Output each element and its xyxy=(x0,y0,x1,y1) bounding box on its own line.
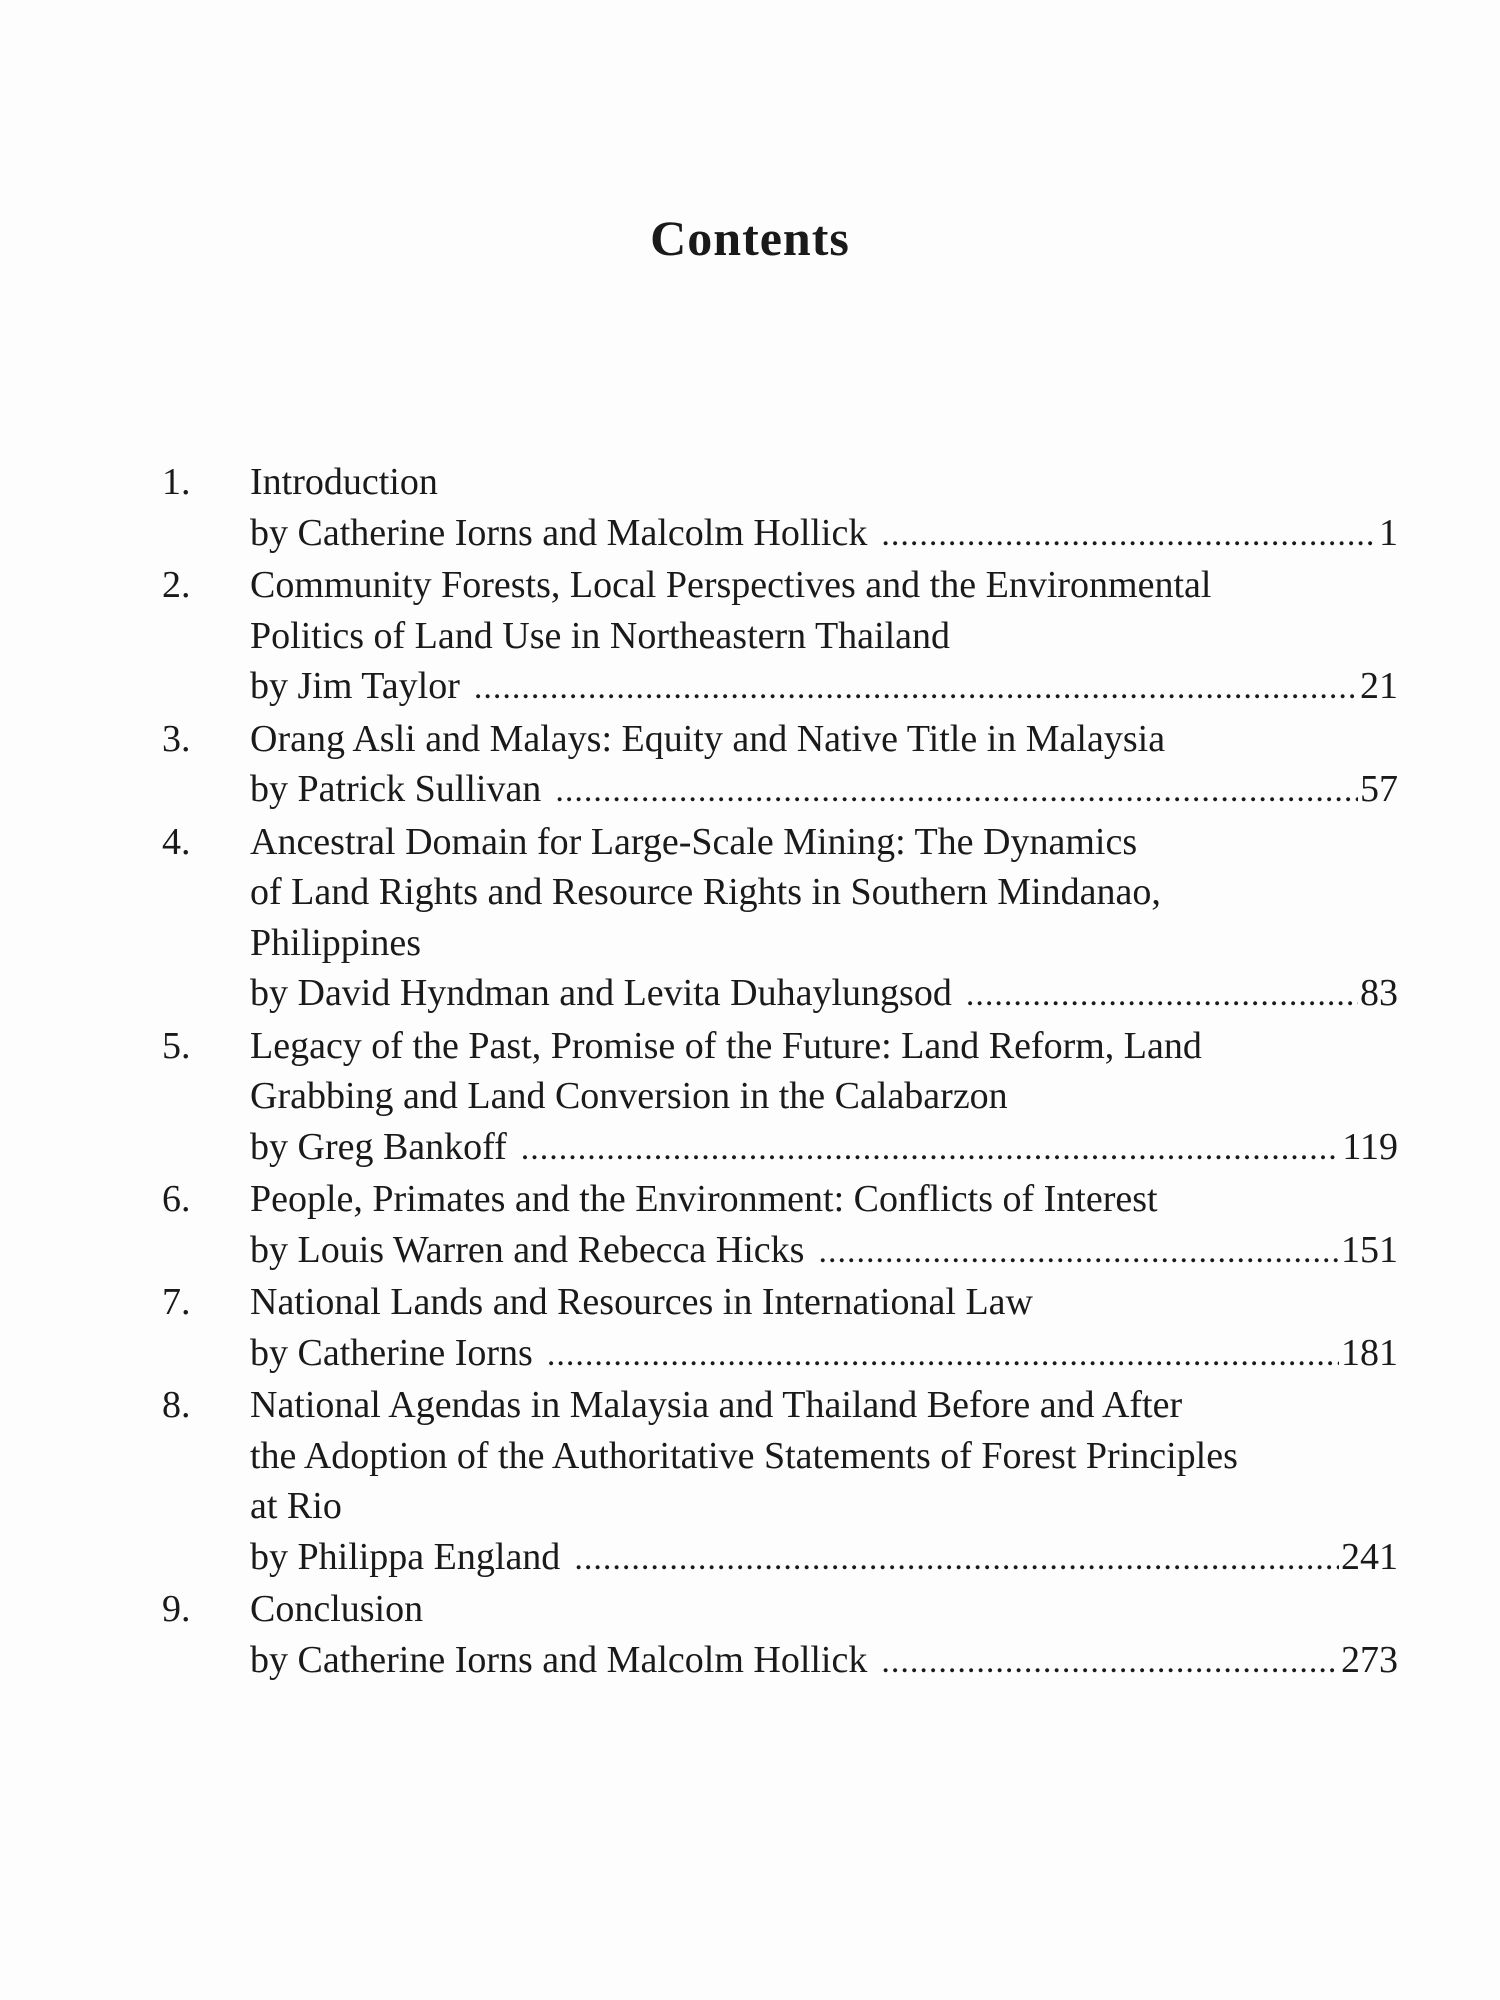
dot-leader xyxy=(881,1637,1339,1688)
toc-entry-2 xyxy=(158,560,1398,714)
dot-leader xyxy=(574,1534,1339,1585)
entry-author: by Catherine Iorns and Malcolm Hollick xyxy=(250,511,868,554)
toc-entry-5 xyxy=(158,1021,1398,1175)
dot-leader xyxy=(818,1227,1339,1278)
entry-page-number: 83 xyxy=(1360,972,1398,1014)
entry-author: by David Hyndman and Levita Duhaylungsod xyxy=(250,972,952,1014)
entry-author: by Louis Warren and Rebecca Hicks xyxy=(250,1228,805,1271)
entry-number: 3. xyxy=(162,717,191,760)
table-of-contents xyxy=(158,457,1398,1687)
toc-entry-1 xyxy=(158,457,1398,560)
entry-number: 1. xyxy=(162,461,191,503)
entry-title: Orang Asli and Malays: Equity and Native Title in Malaysia xyxy=(250,717,1166,760)
entry-number: 2. xyxy=(162,564,191,606)
entry-number: 4. xyxy=(162,820,191,863)
entry-page-number: 181 xyxy=(1341,1331,1398,1374)
dot-leader xyxy=(547,1330,1339,1381)
entry-author: by Jim Taylor xyxy=(250,665,460,707)
entry-page-number: 273 xyxy=(1341,1638,1398,1681)
entry-page-number: 151 xyxy=(1341,1228,1398,1271)
entry-title: Legacy of the Past, Promise of the Future: Land Reform, Land xyxy=(250,1024,1202,1067)
dot-leader xyxy=(521,1124,1341,1175)
dot-leader xyxy=(474,663,1358,714)
entry-title: Grabbing and Land Conversion in the Calabarzon xyxy=(250,1075,1008,1117)
toc-entry-9 xyxy=(158,1584,1398,1687)
entry-title: Community Forests, Local Perspectives and the Environmental xyxy=(250,564,1212,606)
entry-page-number: 57 xyxy=(1360,768,1398,810)
entry-number: 5. xyxy=(162,1024,191,1067)
page-title: Contents xyxy=(650,210,850,266)
entry-number: 8. xyxy=(162,1384,191,1426)
entry-page-number: 119 xyxy=(1342,1125,1398,1168)
entry-author: by Philippa England xyxy=(250,1535,561,1578)
entry-page-number: 21 xyxy=(1360,665,1398,707)
entry-title: Ancestral Domain for Large-Scale Mining: The Dynamics xyxy=(250,820,1138,863)
entry-number: 7. xyxy=(162,1281,191,1323)
entry-page-number: 1 xyxy=(1379,511,1398,554)
entry-title: Conclusion xyxy=(250,1588,424,1630)
entry-title: at Rio xyxy=(250,1485,342,1527)
entry-title: the Adoption of the Authoritative Statements of Forest Principles xyxy=(250,1434,1238,1477)
toc-entry-8 xyxy=(158,1380,1398,1584)
toc-entry-7 xyxy=(158,1277,1398,1380)
toc-entry-3 xyxy=(158,714,1398,817)
entry-title: of Land Rights and Resource Rights in Southern Mindanao, xyxy=(250,871,1161,913)
entry-author: by Catherine Iorns xyxy=(250,1331,533,1374)
dot-leader xyxy=(881,510,1377,561)
entry-author: by Patrick Sullivan xyxy=(250,768,542,810)
entry-title: National Agendas in Malaysia and Thailand Before and After xyxy=(250,1384,1183,1426)
toc-entry-4 xyxy=(158,817,1398,1021)
entry-title: Introduction xyxy=(250,461,438,503)
entry-page-number: 241 xyxy=(1341,1535,1398,1578)
entry-title: Philippines xyxy=(250,921,422,964)
entry-title: People, Primates and the Environment: Conflicts of Interest xyxy=(250,1178,1158,1220)
dot-leader xyxy=(555,766,1358,817)
entry-title: Politics of Land Use in Northeastern Thailand xyxy=(250,614,951,657)
entry-author: by Greg Bankoff xyxy=(250,1125,507,1168)
toc-entry-6 xyxy=(158,1174,1398,1277)
entry-title: National Lands and Resources in International Law xyxy=(250,1281,1033,1323)
entry-author: by Catherine Iorns and Malcolm Hollick xyxy=(250,1638,868,1681)
dot-leader xyxy=(966,970,1358,1021)
entry-number: 6. xyxy=(162,1178,191,1220)
entry-number: 9. xyxy=(162,1588,191,1630)
